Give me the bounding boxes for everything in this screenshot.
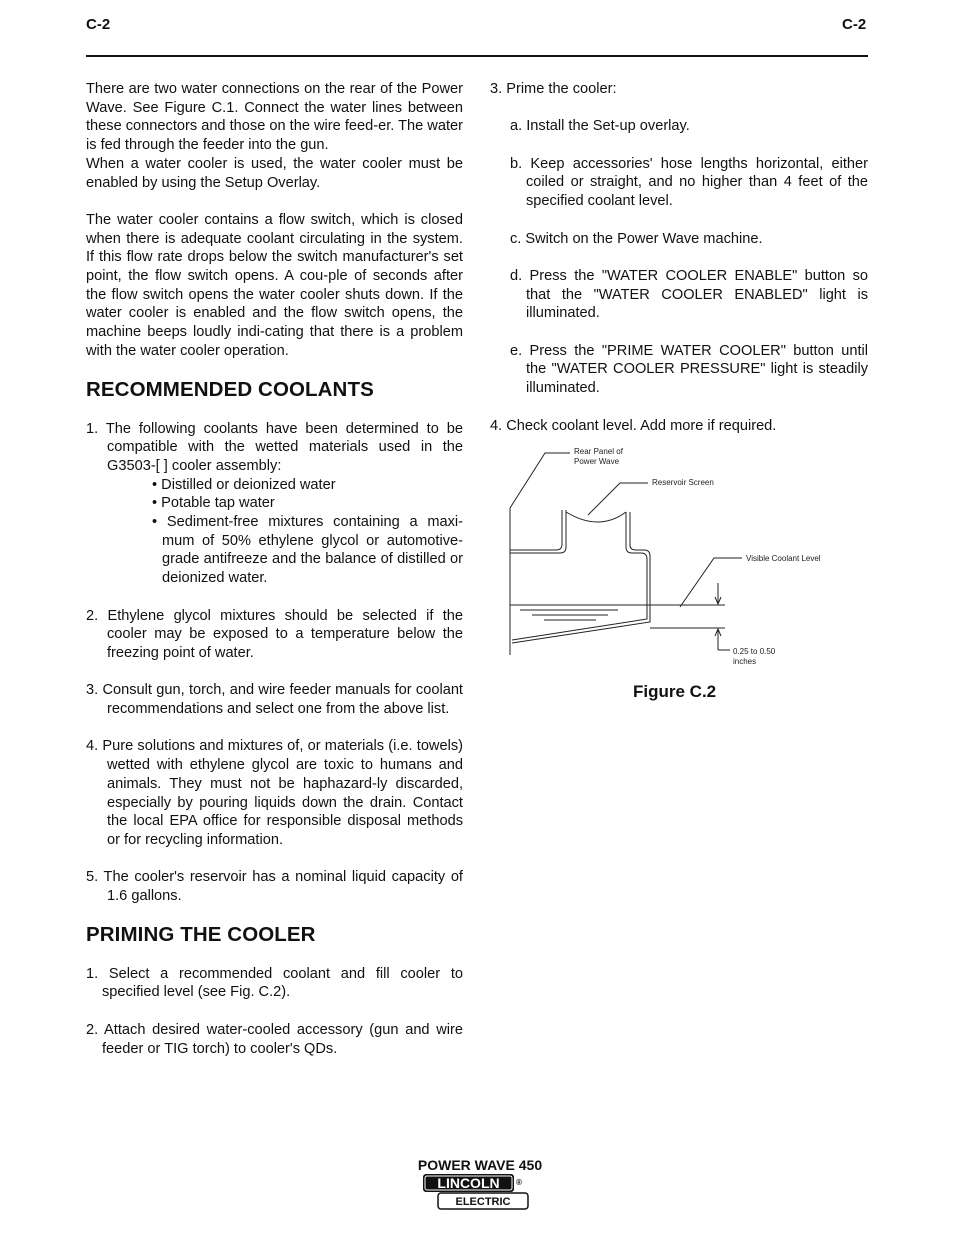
coolants-item-1: 1. The following coolants have been determined to be compatible with the wetted materials used in the G3503-[ ] cooler assembly: [86, 420, 463, 474]
lincoln-logo-graphic [422, 1173, 530, 1211]
logo-electric-text: ELECTRIC [455, 1196, 511, 1208]
lincoln-electric-logo [422, 1173, 530, 1211]
step-3c: c. Switch on the Power Wave machine. [510, 230, 763, 247]
tank-right-wall-outer [512, 512, 647, 640]
coolant-bullet-list [86, 476, 463, 588]
label-rear-panel-2: Power Wave [574, 457, 620, 466]
step-3e: e. Press the "PRIME WATER COOLER" button until the "WATER COOLER PRESSURE" light is steadily illuminated. [510, 342, 868, 397]
right-column [490, 80, 868, 435]
priming-item-1: 1. Select a recommended coolant and fill cooler to specified level (see Fig. C.2). [86, 965, 463, 1001]
coolant-level-diagram [500, 440, 850, 680]
header-rule [86, 55, 868, 57]
coolant-level-figure [500, 440, 850, 680]
priming-heading: PRIMING THE COOLER [86, 922, 316, 946]
page-number-left: C-2 [86, 16, 111, 33]
left-column [86, 80, 463, 1058]
tank-left-wall-outer [510, 510, 562, 550]
coolants-item-4: 4. Pure solutions and mixtures of, or materials (i.e. towels) wetted with ethylene glycol are toxic to humans and animals. They must not be haphazard-ly discarded, especially by pouring liquids down the drain. Contact the local EPA office for responsible disposal methods or for recycling information. [86, 738, 463, 848]
label-range-2: inches [733, 657, 757, 666]
step-3: 3. Prime the cooler: [490, 81, 617, 97]
recommended-coolants-heading: RECOMMENDED COOLANTS [86, 377, 374, 401]
rear-panel-leader [510, 453, 570, 508]
footer-product-name: POWER WAVE 450 [417, 1157, 543, 1173]
coolants-item-2: 2. Ethylene glycol mixtures should be selected if the cooler may be exposed to a temperature below the freezing point of water. [86, 607, 463, 661]
page-number-right: C-2 [842, 16, 867, 33]
label-visible-coolant-level: Visible Coolant Level [746, 554, 821, 563]
tank-left-wall-inner [510, 510, 566, 553]
priming-item-2: 2. Attach desired water-cooled accessory (gun and wire feeder or TIG torch) to cooler's QDs. [86, 1021, 463, 1057]
tank-right-wall-inner [512, 512, 650, 643]
intro-paragraph-2: The water cooler contains a flow switch, which is closed when there is adequate coolant circulating in the system. If this flow rate drops below the switch manufacturer's set point, the flow switch opens. A cou-ple of seconds after the flow switch opens the water cooler shuts down. If the water cooler is enabled and the flow switch opens, the machine beeps loudly indi-cating that there is a problem with the water cooler operation. [86, 211, 463, 359]
intro-paragraph-1b: When a water cooler is used, the water cooler must be enabled by using the Setup Overlay. [86, 155, 463, 191]
step-3d: d. Press the "WATER COOLER ENABLE" button so that the "WATER COOLER ENABLED" light is illuminated. [510, 267, 868, 322]
logo-lincoln-text: LINCOLN [437, 1175, 500, 1191]
reservoir-screen [566, 512, 626, 522]
coolants-item-3: 3. Consult gun, torch, and wire feeder manuals for coolant recommendations and select one from the above list. [86, 682, 463, 718]
coolant-bullet: • Sediment-free mixtures containing a maxi-mum of 50% ethylene glycol or automotive-grade antifreeze and the balance of distilled or deionized water. [152, 514, 463, 587]
visible-level-leader [680, 558, 742, 607]
step-3a: a. Install the Set-up overlay. [510, 118, 690, 135]
coolant-bullet: • Potable tap water [152, 495, 275, 512]
coolant-bullet: • Distilled or deionized water [152, 476, 336, 493]
label-rear-panel-1: Rear Panel of [574, 447, 623, 456]
figure-caption: Figure C.2 [633, 682, 717, 701]
reservoir-screen-leader [588, 483, 648, 515]
logo-registered-mark: ® [516, 1178, 522, 1187]
coolants-item-5: 5. The cooler's reservoir has a nominal liquid capacity of 1.6 gallons. [86, 869, 463, 905]
label-reservoir-screen: Reservoir Screen [652, 478, 714, 487]
step-4: 4. Check coolant level. Add more if required. [490, 417, 777, 434]
step-3b: b. Keep accessories' hose lengths horizontal, either coiled or straight, and no higher than 4 feet of the specified coolant level. [510, 155, 868, 210]
intro-paragraph-1: There are two water connections on the rear of the Power Wave. See Figure C.1. Connect the water lines between these connectors and those on the wire feed-er. The water is fed through the feeder into the gun. [86, 81, 463, 154]
label-range-1: 0.25 to 0.50 [733, 647, 776, 656]
